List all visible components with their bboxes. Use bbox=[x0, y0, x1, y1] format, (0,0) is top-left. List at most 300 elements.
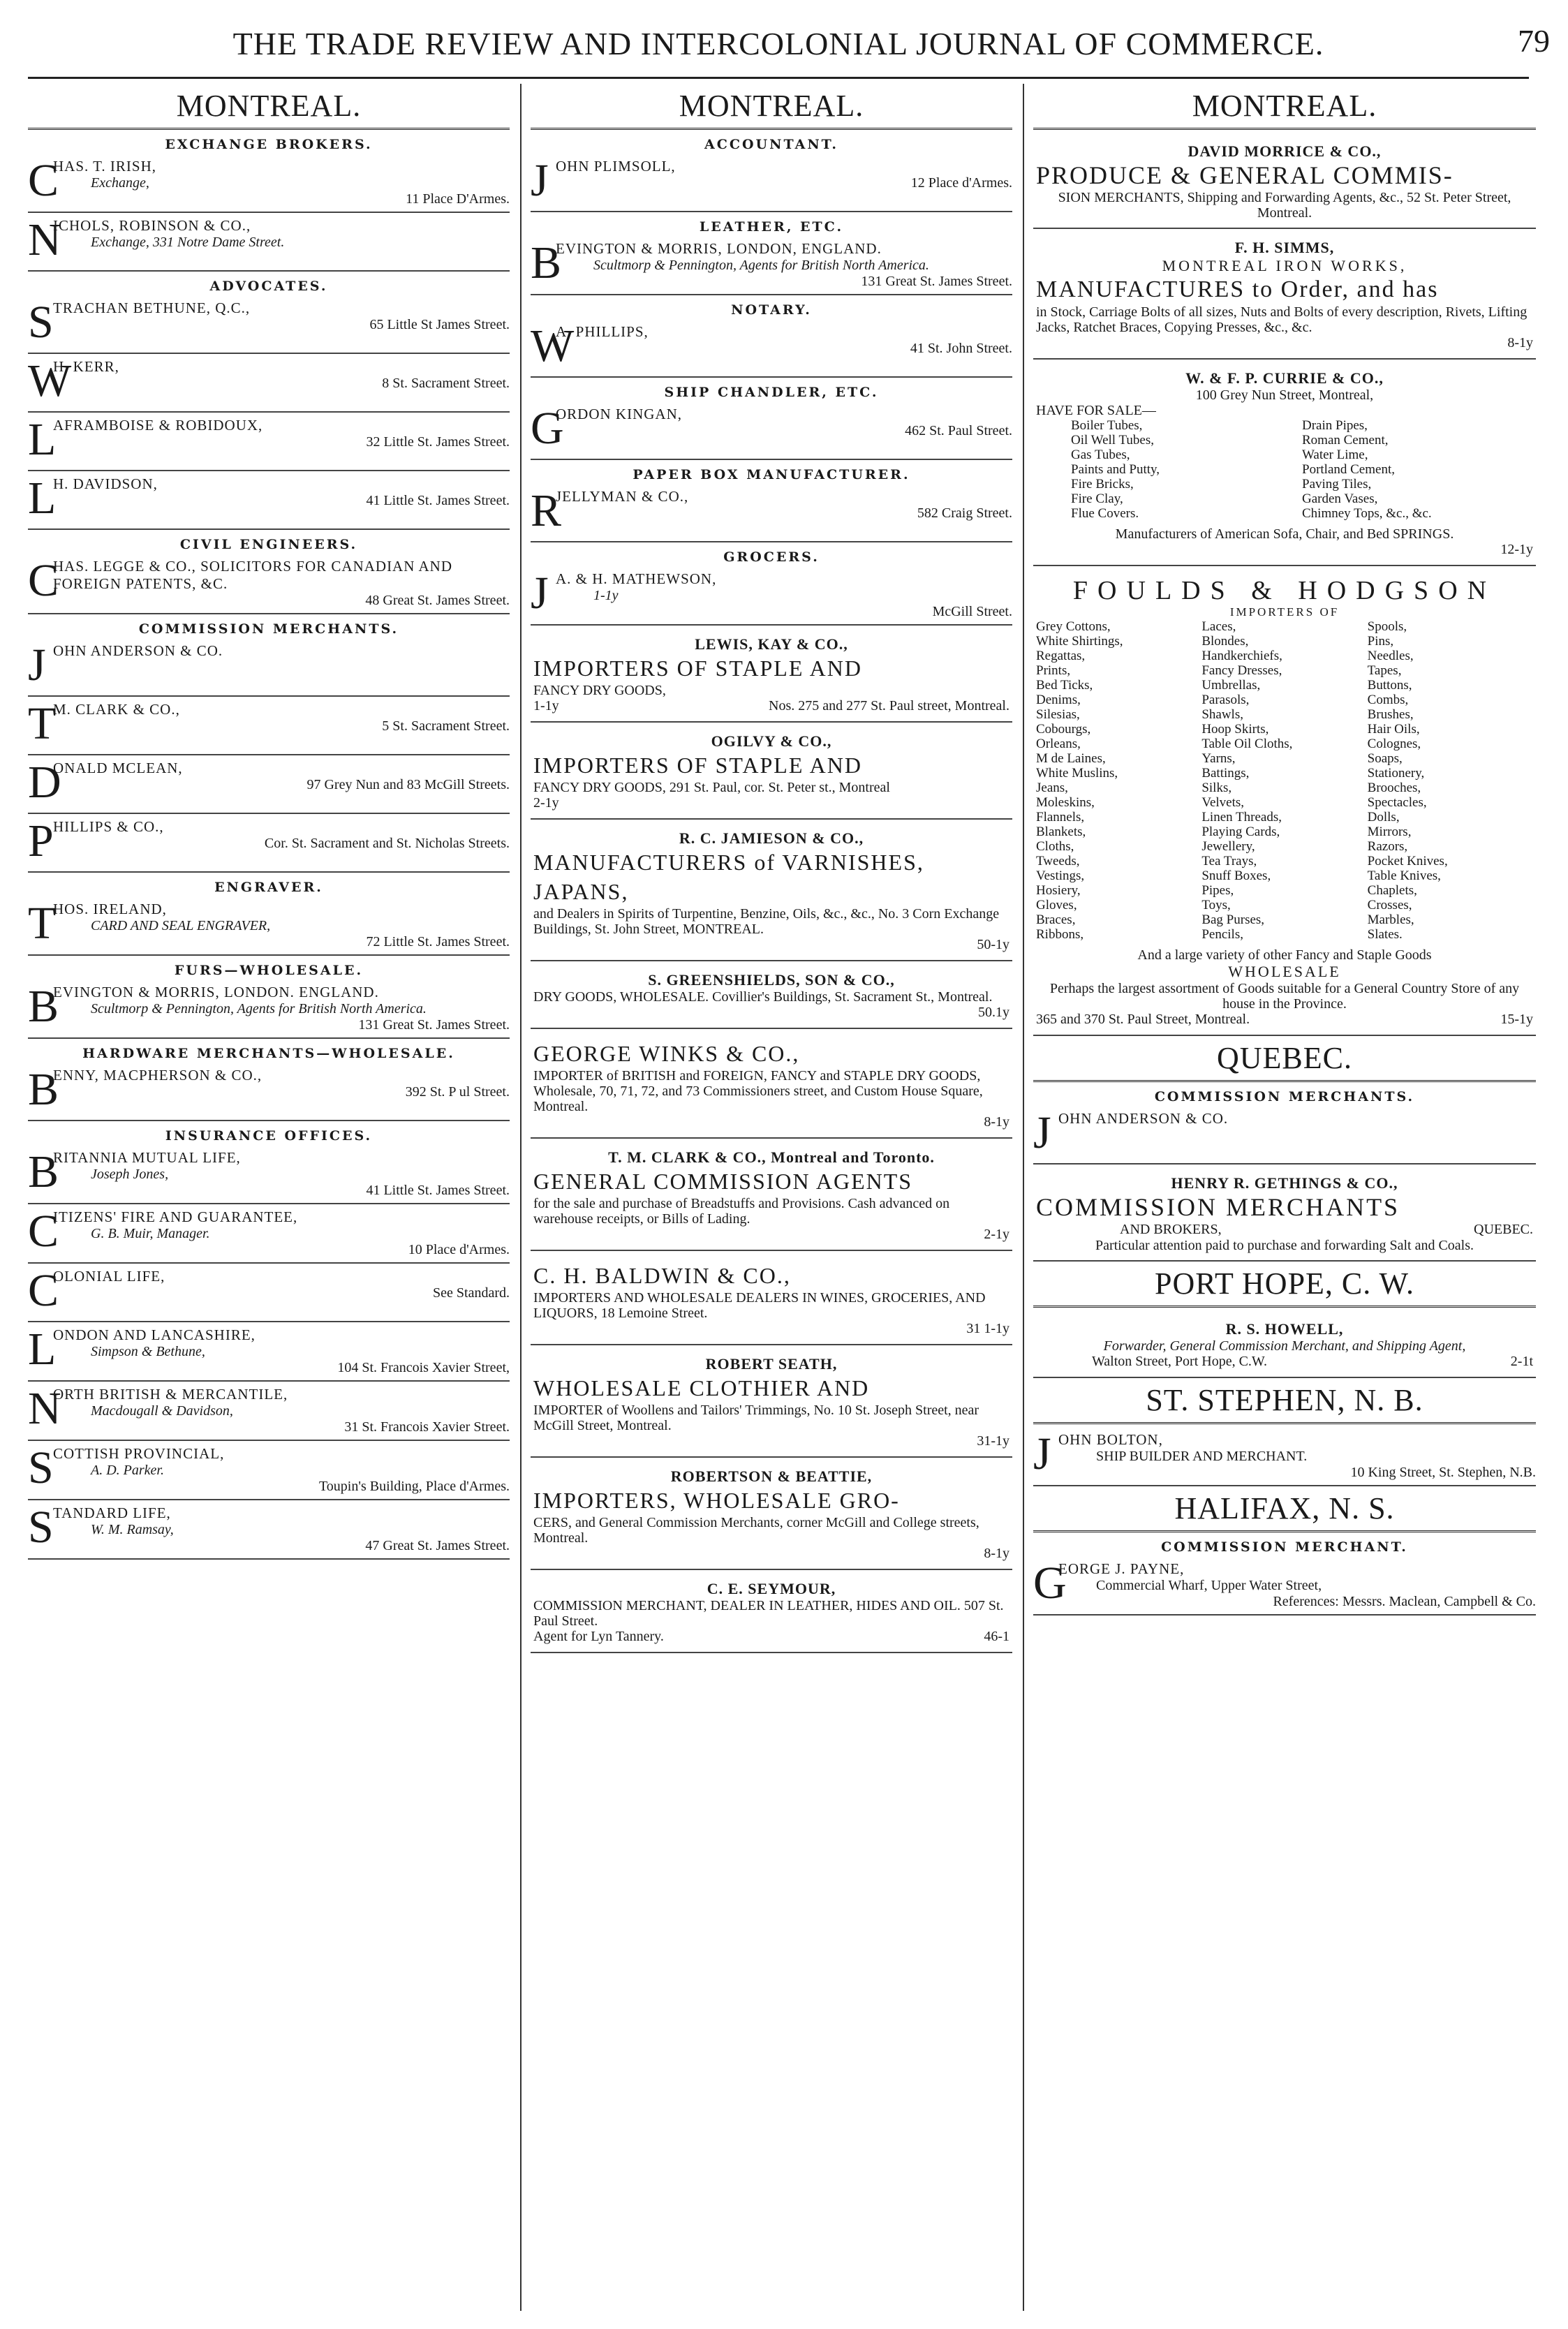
ad-code: 50.1y bbox=[978, 1005, 1009, 1020]
entry-address: References: Messrs. Maclean, Campbell & Co. bbox=[1273, 1594, 1536, 1609]
goods-column bbox=[1302, 418, 1533, 521]
goods-item: Combs, bbox=[1367, 693, 1409, 707]
drop-initial: T bbox=[28, 698, 57, 749]
goods-item: Yarns, bbox=[1201, 751, 1236, 766]
goods-column bbox=[1036, 619, 1201, 942]
directory-entry bbox=[28, 414, 510, 471]
drop-initial: C bbox=[28, 155, 59, 206]
entry-address: 462 St. Paul Street. bbox=[905, 423, 1012, 438]
directory-entry bbox=[531, 570, 1012, 626]
ad-tail bbox=[533, 1114, 1009, 1130]
goods-item: Hoop Skirts, bbox=[1201, 722, 1269, 737]
directory-entry bbox=[28, 297, 510, 354]
goods-item: Ribbons, bbox=[1036, 927, 1084, 942]
directory-entry bbox=[28, 555, 510, 614]
advertisement bbox=[531, 727, 1012, 820]
ad-footer: Manufacturers of American Sofa, Chair, and Bed SPRINGS. bbox=[1115, 526, 1454, 542]
goods-item: Gas Tubes, bbox=[1071, 448, 1130, 462]
entry-address: 72 Little St. James Street. bbox=[366, 934, 510, 949]
ad-text: and Dealers in Spirits of Turpentine, Benzine, Oils, &c., &c., No. 3 Corn Exchange Buildings, St. John Street, MONTREAL. bbox=[533, 906, 1000, 937]
goods-item: Chaplets, bbox=[1367, 883, 1417, 898]
entry-address: McGill Street. bbox=[932, 604, 1012, 619]
ad-morrice bbox=[1033, 137, 1536, 229]
directory-entry bbox=[28, 1442, 510, 1500]
goods-item: Slates. bbox=[1367, 927, 1403, 942]
entry-address: 8 St. Sacrament Street. bbox=[382, 376, 510, 391]
ad-currie bbox=[1033, 364, 1536, 566]
ad-tail bbox=[533, 698, 1009, 714]
goods-item: M de Laines, bbox=[1036, 751, 1106, 766]
entry-name: HAS. LEGGE & CO., SOLICITORS FOR CANADIAN AND FOREIGN PATENTS, &C. bbox=[53, 558, 452, 592]
entry-name: TANDARD LIFE, bbox=[53, 1504, 171, 1521]
goods-item: Brushes, bbox=[1367, 707, 1414, 722]
goods-item: Handkerchiefs, bbox=[1201, 649, 1282, 663]
entry-detail: A. D. Parker. bbox=[91, 1463, 164, 1478]
directory-entry bbox=[28, 898, 510, 956]
directory-entry bbox=[28, 1064, 510, 1121]
drop-initial: P bbox=[28, 815, 54, 866]
directory-entry bbox=[28, 757, 510, 814]
drop-initial: N bbox=[28, 214, 61, 265]
ad-text: for the sale and purchase of Breadstuffs and Provisions. Cash advanced on warehouse receipts, or Bills of Lading. bbox=[533, 1196, 950, 1227]
ad-tail bbox=[533, 1227, 1009, 1243]
ad-headline: COMMISSION MERCHANTS bbox=[1036, 1193, 1400, 1221]
city-heading: MONTREAL. bbox=[679, 89, 864, 123]
firm-name: R. S. HOWELL, bbox=[1225, 1320, 1344, 1338]
ad-tail bbox=[533, 1546, 1009, 1562]
goods-item: Water Lime, bbox=[1302, 448, 1368, 462]
city-heading: QUEBEC. bbox=[1217, 1041, 1352, 1075]
ad-subtitle: MONTREAL IRON WORKS, bbox=[1162, 257, 1407, 274]
entry-name: M. CLARK & CO., bbox=[53, 701, 180, 718]
ad-text: in Stock, Carriage Bolts of all sizes, Nuts and Bolts of every description, Rivets, Lifting Jacks, Ratchet Braces, Copying Presses, &c., &c. bbox=[1036, 304, 1528, 335]
ad-text: FANCY DRY GOODS, 291 St. Paul, cor. St. Peter st., Montreal bbox=[533, 780, 890, 795]
entry-detail: G. B. Muir, Manager. bbox=[91, 1226, 210, 1241]
goods-item: Velvets, bbox=[1201, 795, 1245, 810]
firm-name: LEWIS, KAY & CO., bbox=[695, 635, 848, 653]
entry-detail: Scultmorp & Pennington, Agents for British North America. bbox=[593, 258, 929, 273]
entry-detail: Exchange, 331 Notre Dame Street. bbox=[91, 235, 285, 250]
advertisement bbox=[531, 630, 1012, 723]
goods-item: Needles, bbox=[1367, 649, 1414, 663]
directory-entry bbox=[531, 320, 1012, 378]
section-heading: COMMISSION MERCHANT. bbox=[1161, 1539, 1408, 1555]
ad-tail bbox=[533, 1321, 1009, 1337]
directory-entry bbox=[1033, 1107, 1536, 1164]
directory-entry bbox=[28, 1208, 510, 1264]
drop-initial: G bbox=[531, 403, 564, 454]
goods-item: Silks, bbox=[1201, 781, 1232, 795]
city-rule bbox=[1033, 1306, 1536, 1308]
advertisement bbox=[531, 1033, 1012, 1139]
advertisement bbox=[531, 1143, 1012, 1251]
ad-headline: MANUFACTURERS of VARNISHES, JAPANS, bbox=[533, 850, 924, 904]
directory-entry bbox=[28, 475, 510, 530]
drop-initial: W bbox=[531, 320, 575, 371]
ad-code: 50-1y bbox=[977, 937, 1009, 952]
drop-initial: S bbox=[28, 297, 54, 348]
goods-item: Crosses, bbox=[1367, 898, 1412, 912]
goods-item: Toys, bbox=[1201, 898, 1231, 912]
entry-name: HOS. IRELAND, bbox=[53, 901, 167, 917]
entry-name: ENNY, MACPHERSON & CO., bbox=[53, 1067, 262, 1084]
directory-entry bbox=[28, 1265, 510, 1322]
section-heading: SHIP CHANDLER, ETC. bbox=[664, 385, 879, 400]
drop-initial: G bbox=[1033, 1558, 1067, 1609]
section-heading: FURS—WHOLESALE. bbox=[174, 963, 364, 978]
drop-initial: W bbox=[28, 355, 72, 406]
entry-detail: Simpson & Bethune, bbox=[91, 1344, 205, 1359]
entry-name: RITANNIA MUTUAL LIFE, bbox=[53, 1149, 241, 1166]
ad-code: 8-1y bbox=[984, 1546, 1009, 1561]
directory-entry bbox=[28, 214, 510, 272]
firm-name: DAVID MORRICE & CO., bbox=[1188, 142, 1382, 160]
goods-item: Umbrellas, bbox=[1201, 678, 1261, 693]
column-right bbox=[1033, 84, 1536, 2311]
section-heading: ENGRAVER. bbox=[214, 880, 323, 895]
entry-address: See Standard. bbox=[433, 1285, 510, 1301]
goods-item: Jewellery, bbox=[1201, 839, 1255, 854]
entry-name: OHN BOLTON, bbox=[1058, 1431, 1163, 1448]
goods-item: Chimney Tops, &c., &c. bbox=[1302, 506, 1432, 521]
entry-address: 31 St. Francois Xavier Street. bbox=[344, 1419, 510, 1435]
entry-detail: 1-1y bbox=[593, 588, 619, 603]
ad-text: COMMISSION MERCHANT, DEALER IN LEATHER, HIDES AND OIL. 507 St. Paul Street. bbox=[533, 1598, 1004, 1629]
entry-detail: Joseph Jones, bbox=[91, 1167, 169, 1182]
goods-item: Fire Bricks, bbox=[1071, 477, 1134, 491]
entry-name: OLONIAL LIFE, bbox=[53, 1268, 165, 1285]
ad-headline: PRODUCE & GENERAL COMMIS- bbox=[1036, 161, 1454, 189]
goods-item: Orleans, bbox=[1036, 737, 1081, 751]
entry-address: 12 Place d'Armes. bbox=[910, 175, 1012, 191]
ad-text: Perhaps the largest assortment of Goods suitable for a General Country Store of any house in the Province. bbox=[1049, 981, 1520, 1012]
advertisement bbox=[531, 966, 1012, 1029]
city-heading: MONTREAL. bbox=[176, 89, 362, 123]
goods-item: Marbles, bbox=[1367, 912, 1414, 927]
ad-tail-left: 1-1y bbox=[533, 698, 559, 714]
ad-foulds bbox=[1033, 570, 1536, 1036]
ad-headline: C. H. BALDWIN & CO., bbox=[533, 1263, 791, 1288]
city-heading: ST. STEPHEN, N. B. bbox=[1146, 1383, 1423, 1417]
goods-item: Spectacles, bbox=[1367, 795, 1427, 810]
goods-item: Vestings, bbox=[1036, 868, 1085, 883]
section-heading: INSURANCE OFFICES. bbox=[165, 1128, 373, 1144]
goods-item: Tapes, bbox=[1367, 663, 1402, 678]
goods-item: Laces, bbox=[1201, 619, 1236, 634]
goods-item: Shawls, bbox=[1201, 707, 1243, 722]
goods-item: Snuff Boxes, bbox=[1201, 868, 1271, 883]
goods-item: Tea Trays, bbox=[1201, 854, 1257, 868]
goods-item: Pencils, bbox=[1201, 927, 1243, 942]
goods-item: Moleskins, bbox=[1036, 795, 1095, 810]
entry-name: HILLIPS & CO., bbox=[53, 818, 164, 835]
ad-tail bbox=[533, 1005, 1009, 1021]
ad-headline: IMPORTERS OF STAPLE AND bbox=[533, 656, 862, 681]
page-header bbox=[28, 20, 1550, 68]
goods-item: Silesias, bbox=[1036, 707, 1080, 722]
entry-detail: W. M. Ramsay, bbox=[91, 1522, 174, 1537]
drop-initial: R bbox=[531, 485, 562, 536]
goods-item: Table Oil Cloths, bbox=[1201, 737, 1293, 751]
entry-address: 582 Craig Street. bbox=[917, 505, 1012, 521]
goods-item: Grey Cottons, bbox=[1036, 619, 1111, 634]
ad-howell bbox=[1033, 1315, 1536, 1378]
entry-address: 104 St. Francois Xavier Street, bbox=[337, 1360, 510, 1375]
section-heading: PAPER BOX MANUFACTURER. bbox=[633, 467, 910, 482]
ad-gethings bbox=[1033, 1169, 1536, 1262]
goods-item: Soaps, bbox=[1367, 751, 1403, 766]
goods-item: Oil Well Tubes, bbox=[1071, 433, 1155, 448]
drop-initial: B bbox=[28, 1146, 59, 1197]
directory-entry bbox=[28, 1383, 510, 1441]
firm-name: ROBERTSON & BEATTIE, bbox=[670, 1467, 873, 1485]
section-heading: EXCHANGE BROKERS. bbox=[165, 137, 373, 152]
drop-initial: C bbox=[28, 1265, 59, 1316]
entry-name: EVINGTON & MORRIS, LONDON, ENGLAND. bbox=[556, 240, 882, 257]
firm-name: C. E. SEYMOUR, bbox=[707, 1580, 836, 1597]
section-heading: COMMISSION MERCHANTS. bbox=[1154, 1089, 1415, 1104]
advertisement bbox=[531, 824, 1012, 961]
goods-item: Cloths, bbox=[1036, 839, 1074, 854]
goods-item: Pocket Knives, bbox=[1367, 854, 1448, 868]
goods-item: Razors, bbox=[1367, 839, 1408, 854]
ad-tail bbox=[533, 1629, 1009, 1645]
drop-initial: C bbox=[28, 1206, 59, 1257]
ad-tail bbox=[533, 937, 1009, 953]
drop-initial: S bbox=[28, 1442, 54, 1493]
goods-column bbox=[1368, 619, 1533, 942]
entry-name: ONALD MCLEAN, bbox=[53, 760, 183, 776]
entry-name: JELLYMAN & CO., bbox=[556, 488, 689, 505]
goods-item: Pins, bbox=[1367, 634, 1394, 649]
entry-name: A. PHILLIPS, bbox=[556, 323, 649, 340]
goods-item: Mirrors, bbox=[1367, 825, 1412, 839]
city-rule bbox=[28, 128, 510, 130]
goods-item: Jeans, bbox=[1036, 781, 1068, 795]
goods-item: Roman Cement, bbox=[1302, 433, 1389, 448]
drop-initial: J bbox=[28, 639, 46, 690]
ad-text: Forwarder, General Commission Merchant, and Shipping Agent, bbox=[1103, 1338, 1466, 1354]
directory-entry bbox=[28, 1146, 510, 1204]
entry-address: 65 Little St James Street. bbox=[369, 317, 510, 332]
ad-code: 12-1y bbox=[1500, 542, 1533, 557]
ad-code: 15-1y bbox=[1500, 1012, 1533, 1027]
entry-name: H. KERR, bbox=[53, 358, 119, 375]
entry-name: ITIZENS' FIRE AND GUARANTEE, bbox=[53, 1208, 298, 1225]
entry-address: 11 Place D'Armes. bbox=[406, 191, 510, 207]
goods-item: Drain Pipes, bbox=[1302, 418, 1368, 433]
ad-code: 31-1y bbox=[977, 1433, 1009, 1449]
entry-name: EVINGTON & MORRIS, LONDON. ENGLAND. bbox=[53, 984, 379, 1000]
city-rule bbox=[1033, 1080, 1536, 1082]
firm-name: R. C. JAMIESON & CO., bbox=[679, 829, 864, 847]
entry-address: Cor. St. Sacrament and St. Nicholas Streets. bbox=[264, 836, 510, 851]
ad-have-for-sale: HAVE FOR SALE— bbox=[1036, 403, 1156, 418]
ad-headline: WHOLESALE CLOTHIER AND bbox=[533, 1375, 870, 1400]
goods-item: Fancy Dresses, bbox=[1201, 663, 1282, 678]
city-rule bbox=[531, 128, 1012, 130]
directory-entry bbox=[1033, 1560, 1536, 1615]
entry-address: 41 Little St. James Street. bbox=[366, 493, 510, 508]
section-heading: COMMISSION MERCHANTS. bbox=[138, 621, 399, 637]
goods-item: Braces, bbox=[1036, 912, 1076, 927]
firm-name: HENRY R. GETHINGS & CO., bbox=[1171, 1174, 1398, 1192]
ad-tail bbox=[533, 795, 1009, 811]
entry-address: 131 Great St. James Street. bbox=[861, 274, 1012, 289]
goods-item: Fire Clay, bbox=[1071, 491, 1123, 506]
ad-code: 8-1y bbox=[1507, 335, 1533, 350]
city-heading: PORT HOPE, C. W. bbox=[1155, 1266, 1414, 1301]
drop-initial: D bbox=[28, 757, 61, 808]
section-heading: ADVOCATES. bbox=[209, 279, 328, 294]
column-middle bbox=[531, 84, 1012, 2311]
ad-code: 46-1 bbox=[984, 1629, 1009, 1644]
goods-item: Blondes, bbox=[1201, 634, 1249, 649]
ad-text: SION MERCHANTS, Shipping and Forwarding Agents, &c., 52 St. Peter Street, Montreal. bbox=[1058, 190, 1511, 221]
goods-item: Boiler Tubes, bbox=[1071, 418, 1143, 433]
entry-detail: Macdougall & Davidson, bbox=[91, 1403, 233, 1419]
advertisement bbox=[531, 1574, 1012, 1653]
section-heading: LEATHER, ETC. bbox=[699, 219, 844, 235]
ad-text: CERS, and General Commission Merchants, corner McGill and College streets, Montreal. bbox=[533, 1515, 979, 1546]
ad-headline: FOULDS & HODGSON bbox=[1072, 576, 1497, 605]
entry-name: ONDON AND LANCASHIRE, bbox=[53, 1326, 256, 1343]
entry-name: EORGE J. PAYNE, bbox=[1058, 1560, 1185, 1577]
entry-address: Toupin's Building, Place d'Armes. bbox=[318, 1479, 510, 1494]
drop-initial: J bbox=[531, 155, 549, 206]
goods-item: Blankets, bbox=[1036, 825, 1086, 839]
goods-item: Cobourgs, bbox=[1036, 722, 1091, 737]
ad-tail-left: Agent for Lyn Tannery. bbox=[533, 1629, 664, 1644]
goods-item: Portland Cement, bbox=[1302, 462, 1395, 477]
ad-headline: MANUFACTURES to Order, and has bbox=[1036, 276, 1439, 302]
goods-item: Stationery, bbox=[1367, 766, 1425, 781]
ad-tail bbox=[533, 1433, 1009, 1449]
entry-address: 97 Grey Nun and 83 McGill Streets. bbox=[306, 777, 510, 792]
city-heading: HALIFAX, N. S. bbox=[1174, 1491, 1395, 1525]
drop-initial: L bbox=[28, 473, 57, 524]
page-number: 79 bbox=[1518, 23, 1550, 59]
ad-code: Nos. 275 and 277 St. Paul street, Montreal. bbox=[769, 698, 1009, 714]
advertisement bbox=[531, 1462, 1012, 1570]
goods-item: Regattas, bbox=[1036, 649, 1086, 663]
section-heading: CIVIL ENGINEERS. bbox=[179, 537, 358, 552]
goods-item: Buttons, bbox=[1367, 678, 1412, 693]
entry-address: 131 Great St. James Street. bbox=[358, 1017, 510, 1033]
city-rule bbox=[1033, 128, 1536, 130]
section-heading: GROCERS. bbox=[723, 549, 820, 565]
entry-address: 47 Great St. James Street. bbox=[365, 1538, 510, 1553]
advertisement bbox=[531, 1350, 1012, 1458]
ad-address: 100 Grey Nun Street, Montreal, bbox=[1195, 387, 1374, 403]
ad-subtitle: AND BROKERS, bbox=[1120, 1222, 1222, 1237]
directory-entry bbox=[28, 155, 510, 213]
firm-name: OGILVY & CO., bbox=[711, 732, 832, 750]
entry-address: 32 Little St. James Street. bbox=[366, 434, 510, 450]
ad-text: FANCY DRY GOODS, bbox=[533, 683, 666, 698]
goods-item: Linen Threads, bbox=[1201, 810, 1282, 825]
ad-address: Walton Street, Port Hope, C.W. bbox=[1092, 1354, 1267, 1369]
goods-item: Bed Ticks, bbox=[1036, 678, 1093, 693]
entry-name: H. DAVIDSON, bbox=[53, 475, 158, 492]
entry-name: ORDON KINGAN, bbox=[556, 406, 682, 422]
directory-entry bbox=[531, 403, 1012, 460]
directory-entry bbox=[28, 815, 510, 873]
goods-item: Garden Vases, bbox=[1302, 491, 1378, 506]
ad-code: 31 1-1y bbox=[966, 1321, 1009, 1336]
firm-name: S. GREENSHIELDS, SON & CO., bbox=[648, 971, 895, 989]
goods-item: Colognes, bbox=[1367, 737, 1421, 751]
goods-item: Table Knives, bbox=[1367, 868, 1441, 883]
drop-initial: B bbox=[531, 237, 562, 288]
entry-name: ORTH BRITISH & MERCANTILE, bbox=[53, 1386, 288, 1403]
directory-entry bbox=[531, 237, 1012, 295]
section-heading: HARDWARE MERCHANTS—WHOLESALE. bbox=[82, 1046, 455, 1061]
drop-initial: J bbox=[1033, 1428, 1051, 1479]
entry-address: 5 St. Sacrament Street. bbox=[382, 718, 510, 734]
entry-name: A. & H. MATHEWSON, bbox=[556, 570, 717, 587]
section-heading: NOTARY. bbox=[731, 302, 812, 318]
directory-entry bbox=[28, 355, 510, 413]
goods-item: Prints, bbox=[1036, 663, 1071, 678]
ad-headline: GENERAL COMMISSION AGENTS bbox=[533, 1169, 913, 1194]
entry-name: COTTISH PROVINCIAL, bbox=[53, 1445, 225, 1462]
goods-item: Denims, bbox=[1036, 693, 1081, 707]
directory-entry bbox=[531, 155, 1012, 212]
ad-text: IMPORTERS AND WHOLESALE DEALERS IN WINES, GROCERIES, AND LIQUORS, 18 Lemoine Street. bbox=[533, 1290, 986, 1321]
directory-entry bbox=[1033, 1428, 1536, 1486]
entry-name: OHN PLIMSOLL, bbox=[556, 158, 676, 175]
entry-detail: SHIP BUILDER AND MERCHANT. bbox=[1096, 1449, 1308, 1464]
directory-entry bbox=[28, 639, 510, 697]
goods-item: Paints and Putty, bbox=[1071, 462, 1160, 477]
ad-text: IMPORTER of BRITISH and FOREIGN, FANCY and STAPLE DRY GOODS, Wholesale, 70, 71, 72, and 73 Commissioners street, and Custom House Square, Montreal. bbox=[533, 1068, 983, 1114]
firm-name: T. M. CLARK & CO., Montreal and Toronto. bbox=[608, 1148, 935, 1166]
column-divider bbox=[520, 84, 522, 2311]
entry-name: TRACHAN BETHUNE, Q.C., bbox=[53, 300, 251, 316]
city-rule bbox=[1033, 1530, 1536, 1532]
goods-item: Hair Oils, bbox=[1367, 722, 1420, 737]
city-heading: MONTREAL. bbox=[1192, 89, 1377, 123]
entry-name: AFRAMBOISE & ROBIDOUX, bbox=[53, 417, 263, 434]
drop-initial: N bbox=[28, 1383, 61, 1434]
firm-name: W. & F. P. CURRIE & CO., bbox=[1185, 369, 1384, 387]
ad-subtitle: IMPORTERS OF bbox=[1229, 605, 1340, 619]
entry-address: 41 St. John Street. bbox=[910, 341, 1012, 356]
drop-initial: S bbox=[28, 1502, 54, 1553]
directory-entry bbox=[28, 1326, 510, 1382]
goods-column bbox=[1071, 418, 1302, 521]
column-divider bbox=[1023, 84, 1024, 2311]
firm-name: ROBERT SEATH, bbox=[705, 1355, 838, 1373]
entry-name: OHN ANDERSON & CO. bbox=[1058, 1110, 1229, 1127]
ad-tail-left: 2-1y bbox=[533, 795, 559, 811]
drop-initial: L bbox=[28, 414, 57, 465]
entry-address: 392 St. P ul Street. bbox=[405, 1084, 510, 1100]
foulds-goods-list bbox=[1036, 619, 1533, 942]
ad-text: Particular attention paid to purchase and forwarding Salt and Coals. bbox=[1095, 1238, 1474, 1253]
goods-item: Pipes, bbox=[1201, 883, 1234, 898]
goods-item: Battings, bbox=[1201, 766, 1250, 781]
goods-item: Spools, bbox=[1367, 619, 1407, 634]
ad-address: 365 and 370 St. Paul Street, Montreal. bbox=[1036, 1012, 1250, 1027]
ad-headline: IMPORTERS, WHOLESALE GRO- bbox=[533, 1488, 900, 1513]
goods-item: Bag Purses, bbox=[1201, 912, 1265, 927]
ad-code: 2-1t bbox=[1510, 1354, 1533, 1369]
ad-headline: IMPORTERS OF STAPLE AND bbox=[533, 753, 862, 778]
entry-detail: Scultmorp & Pennington, Agents for British North America. bbox=[91, 1001, 427, 1016]
drop-initial: J bbox=[531, 568, 549, 619]
